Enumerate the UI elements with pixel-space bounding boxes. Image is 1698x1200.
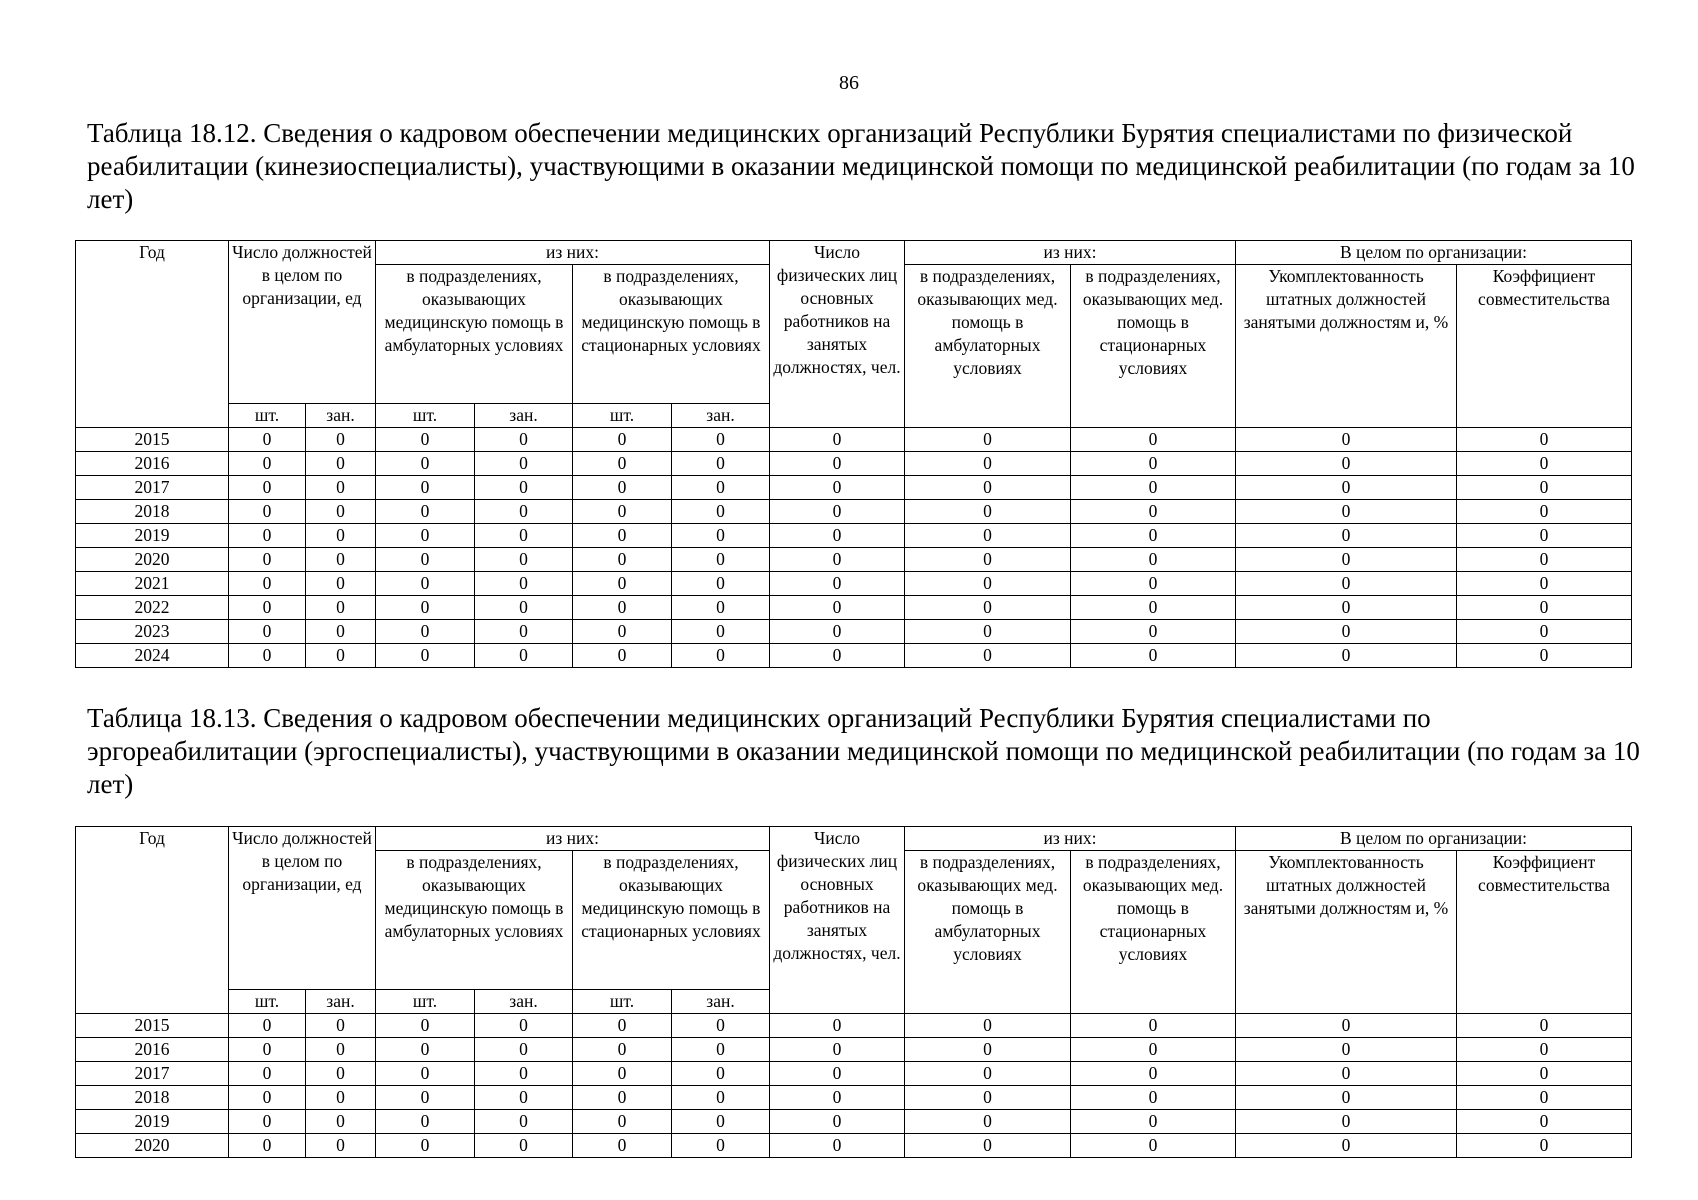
page-number: 86 xyxy=(839,72,859,94)
value-cell: 0 xyxy=(475,1086,573,1110)
year-cell: 2019 xyxy=(76,524,229,548)
year-cell: 2018 xyxy=(76,500,229,524)
value-cell: 0 xyxy=(229,596,306,620)
value-cell: 0 xyxy=(475,1110,573,1134)
year-cell: 2020 xyxy=(76,1134,229,1158)
value-cell: 0 xyxy=(905,620,1071,644)
value-cell: 0 xyxy=(1071,1110,1236,1134)
table-row xyxy=(76,1134,1632,1158)
table-body xyxy=(76,1014,1632,1158)
value-cell: 0 xyxy=(905,1014,1071,1038)
value-cell: 0 xyxy=(672,476,770,500)
value-cell: 0 xyxy=(573,500,672,524)
value-cell: 0 xyxy=(306,524,376,548)
header-of-them: из них: xyxy=(905,241,1236,265)
header-coefficient: Коэффициент совместительства xyxy=(1457,851,1632,1014)
value-cell: 0 xyxy=(905,452,1071,476)
header-zan: зан. xyxy=(672,990,770,1014)
value-cell: 0 xyxy=(376,1134,475,1158)
value-cell: 0 xyxy=(229,524,306,548)
value-cell: 0 xyxy=(229,500,306,524)
value-cell: 0 xyxy=(1236,500,1457,524)
header-inpatient-short: в подразделениях, оказывающих мед. помощь в стационарных условиях xyxy=(1071,851,1236,1014)
year-cell: 2023 xyxy=(76,620,229,644)
value-cell: 0 xyxy=(376,476,475,500)
value-cell: 0 xyxy=(306,572,376,596)
value-cell: 0 xyxy=(229,572,306,596)
header-shtat: шт. xyxy=(229,990,306,1014)
value-cell: 0 xyxy=(573,1086,672,1110)
value-cell: 0 xyxy=(475,1014,573,1038)
value-cell: 0 xyxy=(376,1014,475,1038)
header-zan: зан. xyxy=(306,404,376,428)
staffing-table-ergo xyxy=(75,826,1632,1158)
value-cell: 0 xyxy=(1236,596,1457,620)
value-cell: 0 xyxy=(905,428,1071,452)
table-row xyxy=(76,644,1632,668)
value-cell: 0 xyxy=(376,572,475,596)
value-cell: 0 xyxy=(770,500,905,524)
value-cell: 0 xyxy=(1457,1086,1632,1110)
value-cell: 0 xyxy=(376,524,475,548)
table-row xyxy=(76,1086,1632,1110)
value-cell: 0 xyxy=(672,500,770,524)
value-cell: 0 xyxy=(770,428,905,452)
header-individuals: Число физических лиц основных работников на занятых должностях, чел. xyxy=(770,241,905,428)
value-cell: 0 xyxy=(672,428,770,452)
value-cell: 0 xyxy=(905,1086,1071,1110)
value-cell: 0 xyxy=(306,548,376,572)
value-cell: 0 xyxy=(573,1062,672,1086)
year-cell: 2016 xyxy=(76,1038,229,1062)
table-row xyxy=(76,524,1632,548)
value-cell: 0 xyxy=(1071,1086,1236,1110)
value-cell: 0 xyxy=(672,548,770,572)
value-cell: 0 xyxy=(376,1110,475,1134)
value-cell: 0 xyxy=(376,1038,475,1062)
value-cell: 0 xyxy=(1457,1062,1632,1086)
value-cell: 0 xyxy=(1236,1134,1457,1158)
value-cell: 0 xyxy=(1071,452,1236,476)
table-row xyxy=(76,452,1632,476)
header-staffing: Укомплектованность штатных должностей занятыми должностям и, % xyxy=(1236,851,1457,1014)
table-row xyxy=(76,572,1632,596)
value-cell: 0 xyxy=(376,428,475,452)
value-cell: 0 xyxy=(1071,1038,1236,1062)
value-cell: 0 xyxy=(306,1014,376,1038)
value-cell: 0 xyxy=(672,1110,770,1134)
value-cell: 0 xyxy=(306,620,376,644)
value-cell: 0 xyxy=(1071,620,1236,644)
value-cell: 0 xyxy=(1236,644,1457,668)
value-cell: 0 xyxy=(1457,500,1632,524)
header-staffing: Укомплектованность штатных должностей занятыми должностям и, % xyxy=(1236,265,1457,428)
value-cell: 0 xyxy=(770,1086,905,1110)
value-cell: 0 xyxy=(770,1134,905,1158)
value-cell: 0 xyxy=(376,596,475,620)
header-outpatient-depts: в подразделениях, оказывающих медицинскую помощь в амбулаторных условиях xyxy=(376,265,573,404)
value-cell: 0 xyxy=(1457,572,1632,596)
header-positions-total: Число должностей в целом по организации, ед xyxy=(229,241,376,404)
value-cell: 0 xyxy=(229,1062,306,1086)
value-cell: 0 xyxy=(672,620,770,644)
table-row xyxy=(76,596,1632,620)
value-cell: 0 xyxy=(770,1038,905,1062)
value-cell: 0 xyxy=(376,1062,475,1086)
header-zan: зан. xyxy=(475,990,573,1014)
value-cell: 0 xyxy=(306,1110,376,1134)
value-cell: 0 xyxy=(770,524,905,548)
value-cell: 0 xyxy=(573,596,672,620)
value-cell: 0 xyxy=(475,476,573,500)
value-cell: 0 xyxy=(905,524,1071,548)
value-cell: 0 xyxy=(1071,572,1236,596)
value-cell: 0 xyxy=(573,452,672,476)
value-cell: 0 xyxy=(229,452,306,476)
value-cell: 0 xyxy=(229,620,306,644)
value-cell: 0 xyxy=(229,1110,306,1134)
value-cell: 0 xyxy=(1236,452,1457,476)
value-cell: 0 xyxy=(229,1038,306,1062)
value-cell: 0 xyxy=(672,644,770,668)
value-cell: 0 xyxy=(306,452,376,476)
value-cell: 0 xyxy=(376,548,475,572)
value-cell: 0 xyxy=(770,1110,905,1134)
header-outpatient-depts: в подразделениях, оказывающих медицинскую помощь в амбулаторных условиях xyxy=(376,851,573,990)
value-cell: 0 xyxy=(905,1062,1071,1086)
table-row xyxy=(76,1014,1632,1038)
value-cell: 0 xyxy=(306,476,376,500)
value-cell: 0 xyxy=(770,1014,905,1038)
table-caption: Таблица 18.12. Сведения о кадровом обеспечении медицинских организаций Республики Бурятия специалистами по физической реабилитации (кинезиоспециалисты), участвующими в оказании медицинской помощи по медицинской реабилитации (по годам за 10 лет) xyxy=(87,118,1635,214)
header-org-overall: В целом по организации: xyxy=(1236,827,1632,851)
value-cell: 0 xyxy=(1236,1038,1457,1062)
value-cell: 0 xyxy=(672,524,770,548)
value-cell: 0 xyxy=(573,1014,672,1038)
value-cell: 0 xyxy=(475,452,573,476)
value-cell: 0 xyxy=(1071,500,1236,524)
value-cell: 0 xyxy=(905,644,1071,668)
value-cell: 0 xyxy=(306,1062,376,1086)
value-cell: 0 xyxy=(1071,1134,1236,1158)
year-cell: 2015 xyxy=(76,1014,229,1038)
value-cell: 0 xyxy=(573,548,672,572)
value-cell: 0 xyxy=(905,548,1071,572)
value-cell: 0 xyxy=(905,476,1071,500)
value-cell: 0 xyxy=(1457,1014,1632,1038)
staffing-table-kinesio xyxy=(75,240,1632,668)
table-body xyxy=(76,428,1632,668)
value-cell: 0 xyxy=(1071,596,1236,620)
value-cell: 0 xyxy=(376,452,475,476)
value-cell: 0 xyxy=(229,1014,306,1038)
year-cell: 2015 xyxy=(76,428,229,452)
value-cell: 0 xyxy=(475,644,573,668)
value-cell: 0 xyxy=(376,1086,475,1110)
table-row xyxy=(76,548,1632,572)
value-cell: 0 xyxy=(1457,476,1632,500)
value-cell: 0 xyxy=(573,572,672,596)
value-cell: 0 xyxy=(770,644,905,668)
value-cell: 0 xyxy=(475,596,573,620)
value-cell: 0 xyxy=(1457,620,1632,644)
table-row xyxy=(76,476,1632,500)
value-cell: 0 xyxy=(475,548,573,572)
value-cell: 0 xyxy=(573,1038,672,1062)
header-zan: зан. xyxy=(306,990,376,1014)
value-cell: 0 xyxy=(1236,1062,1457,1086)
value-cell: 0 xyxy=(1457,428,1632,452)
value-cell: 0 xyxy=(905,1110,1071,1134)
table-row xyxy=(76,1038,1632,1062)
year-cell: 2016 xyxy=(76,452,229,476)
header-coefficient: Коэффициент совместительства xyxy=(1457,265,1632,428)
value-cell: 0 xyxy=(1071,524,1236,548)
value-cell: 0 xyxy=(1236,524,1457,548)
header-shtat: шт. xyxy=(573,990,672,1014)
header-individuals: Число физических лиц основных работников на занятых должностях, чел. xyxy=(770,827,905,1014)
header-inpatient-depts: в подразделениях, оказывающих медицинскую помощь в стационарных условиях xyxy=(573,851,770,990)
value-cell: 0 xyxy=(573,620,672,644)
header-zan: зан. xyxy=(475,404,573,428)
header-outpatient-short: в подразделениях, оказывающих мед. помощь в амбулаторных условиях xyxy=(905,851,1071,1014)
value-cell: 0 xyxy=(306,428,376,452)
header-shtat: шт. xyxy=(573,404,672,428)
value-cell: 0 xyxy=(672,1038,770,1062)
value-cell: 0 xyxy=(475,572,573,596)
value-cell: 0 xyxy=(1071,428,1236,452)
header-shtat: шт. xyxy=(376,404,475,428)
value-cell: 0 xyxy=(1236,476,1457,500)
value-cell: 0 xyxy=(672,572,770,596)
value-cell: 0 xyxy=(1457,524,1632,548)
value-cell: 0 xyxy=(1236,548,1457,572)
value-cell: 0 xyxy=(475,1038,573,1062)
value-cell: 0 xyxy=(229,644,306,668)
value-cell: 0 xyxy=(306,500,376,524)
value-cell: 0 xyxy=(306,644,376,668)
year-cell: 2017 xyxy=(76,476,229,500)
value-cell: 0 xyxy=(672,452,770,476)
header-inpatient-short: в подразделениях, оказывающих мед. помощь в стационарных условиях xyxy=(1071,265,1236,428)
value-cell: 0 xyxy=(770,620,905,644)
value-cell: 0 xyxy=(573,1110,672,1134)
header-year: Год xyxy=(76,827,229,1014)
value-cell: 0 xyxy=(306,1086,376,1110)
value-cell: 0 xyxy=(475,524,573,548)
value-cell: 0 xyxy=(672,1014,770,1038)
value-cell: 0 xyxy=(672,1086,770,1110)
value-cell: 0 xyxy=(1457,596,1632,620)
value-cell: 0 xyxy=(770,596,905,620)
value-cell: 0 xyxy=(1071,1014,1236,1038)
value-cell: 0 xyxy=(672,1134,770,1158)
table-row xyxy=(76,428,1632,452)
value-cell: 0 xyxy=(1457,1134,1632,1158)
value-cell: 0 xyxy=(770,548,905,572)
year-cell: 2018 xyxy=(76,1086,229,1110)
value-cell: 0 xyxy=(1457,1110,1632,1134)
value-cell: 0 xyxy=(475,1134,573,1158)
value-cell: 0 xyxy=(229,428,306,452)
value-cell: 0 xyxy=(770,452,905,476)
value-cell: 0 xyxy=(376,620,475,644)
header-of-them: из них: xyxy=(905,827,1236,851)
value-cell: 0 xyxy=(1236,1086,1457,1110)
value-cell: 0 xyxy=(229,1134,306,1158)
value-cell: 0 xyxy=(229,1086,306,1110)
table-caption: Таблица 18.13. Сведения о кадровом обеспечении медицинских организаций Республики Бурятия специалистами по эргореабилитации (эргоспециалисты), участвующими в оказании медицинской помощи по медицинской реабилитации (по годам за 10 лет) xyxy=(87,703,1640,799)
header-of-them: из них: xyxy=(376,241,770,265)
table-row xyxy=(76,620,1632,644)
value-cell: 0 xyxy=(770,572,905,596)
value-cell: 0 xyxy=(573,476,672,500)
header-zan: зан. xyxy=(672,404,770,428)
value-cell: 0 xyxy=(573,1134,672,1158)
header-shtat: шт. xyxy=(229,404,306,428)
year-cell: 2024 xyxy=(76,644,229,668)
value-cell: 0 xyxy=(1236,620,1457,644)
table-row xyxy=(76,500,1632,524)
value-cell: 0 xyxy=(905,500,1071,524)
value-cell: 0 xyxy=(475,620,573,644)
header-of-them: из них: xyxy=(376,827,770,851)
value-cell: 0 xyxy=(905,596,1071,620)
header-outpatient-short: в подразделениях, оказывающих мед. помощь в амбулаторных условиях xyxy=(905,265,1071,428)
value-cell: 0 xyxy=(573,524,672,548)
year-cell: 2017 xyxy=(76,1062,229,1086)
value-cell: 0 xyxy=(1236,1014,1457,1038)
value-cell: 0 xyxy=(306,1134,376,1158)
value-cell: 0 xyxy=(306,596,376,620)
value-cell: 0 xyxy=(573,644,672,668)
header-shtat: шт. xyxy=(376,990,475,1014)
value-cell: 0 xyxy=(475,428,573,452)
year-cell: 2020 xyxy=(76,548,229,572)
value-cell: 0 xyxy=(475,500,573,524)
value-cell: 0 xyxy=(1457,644,1632,668)
value-cell: 0 xyxy=(573,428,672,452)
value-cell: 0 xyxy=(1071,1062,1236,1086)
value-cell: 0 xyxy=(905,1134,1071,1158)
header-positions-total: Число должностей в целом по организации, ед xyxy=(229,827,376,990)
year-cell: 2022 xyxy=(76,596,229,620)
value-cell: 0 xyxy=(1457,452,1632,476)
header-year: Год xyxy=(76,241,229,428)
value-cell: 0 xyxy=(229,476,306,500)
header-org-overall: В целом по организации: xyxy=(1236,241,1632,265)
year-cell: 2019 xyxy=(76,1110,229,1134)
value-cell: 0 xyxy=(1236,572,1457,596)
value-cell: 0 xyxy=(376,644,475,668)
table-row xyxy=(76,1062,1632,1086)
value-cell: 0 xyxy=(475,1062,573,1086)
year-cell: 2021 xyxy=(76,572,229,596)
value-cell: 0 xyxy=(1457,1038,1632,1062)
value-cell: 0 xyxy=(376,500,475,524)
value-cell: 0 xyxy=(1236,428,1457,452)
value-cell: 0 xyxy=(672,596,770,620)
value-cell: 0 xyxy=(1071,644,1236,668)
value-cell: 0 xyxy=(905,1038,1071,1062)
value-cell: 0 xyxy=(1071,548,1236,572)
value-cell: 0 xyxy=(306,1038,376,1062)
value-cell: 0 xyxy=(1457,548,1632,572)
table-row xyxy=(76,1110,1632,1134)
header-inpatient-depts: в подразделениях, оказывающих медицинскую помощь в стационарных условиях xyxy=(573,265,770,404)
value-cell: 0 xyxy=(1071,476,1236,500)
value-cell: 0 xyxy=(672,1062,770,1086)
value-cell: 0 xyxy=(1236,1110,1457,1134)
value-cell: 0 xyxy=(770,1062,905,1086)
value-cell: 0 xyxy=(229,548,306,572)
value-cell: 0 xyxy=(905,572,1071,596)
value-cell: 0 xyxy=(770,476,905,500)
